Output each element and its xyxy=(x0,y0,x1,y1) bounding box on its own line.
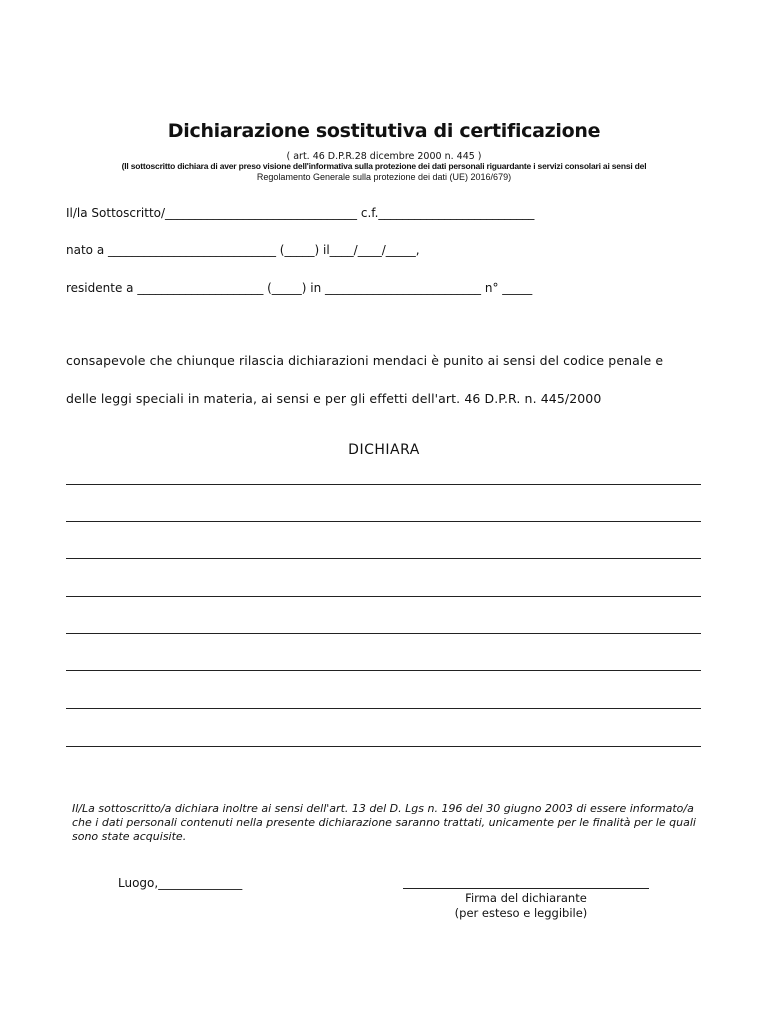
place-field[interactable]: Luogo,______________ xyxy=(118,876,243,890)
privacy-consent-note: Il/La sottoscritto/a dichiara inoltre ai sensi dell'art. 13 del D. Lgs n. 196 del 30 giugno 2003 di essere informato/a che i dati personali contenuti nella presente dichiarazione saranno trattati, unicamente per le finalità per le quali sono state acquisite. xyxy=(72,802,696,843)
signatory-name-field[interactable]: Il/la Sottoscritto/________________________________ c.f.__________________________ xyxy=(66,206,535,220)
birth-place-date-field[interactable]: nato a ____________________________ (_____) il____/____/_____, xyxy=(66,243,420,257)
declaration-heading: DICHIARA xyxy=(348,442,420,458)
document-title: Dichiarazione sostitutiva di certificazione xyxy=(167,120,601,142)
declaration-blank-line[interactable] xyxy=(66,596,701,597)
legal-reference: ( art. 46 D.P.R.28 dicembre 2000 n. 445 ) xyxy=(286,151,482,162)
declaration-blank-line[interactable] xyxy=(66,633,701,634)
signature-instruction: (per esteso e leggibile) xyxy=(454,906,588,920)
declaration-blank-line[interactable] xyxy=(66,708,701,709)
declaration-blank-line[interactable] xyxy=(66,670,701,671)
declaration-blank-line[interactable] xyxy=(66,521,701,522)
statement-line-1: consapevole che chiunque rilascia dichiarazioni mendaci è punito ai sensi del codice penale e xyxy=(66,353,664,368)
privacy-notice-line-1: (Il sottoscritto dichiara di aver preso visione dell'informativa sulla protezione dei dati personali riguardante i servizi consolari ai sensi del xyxy=(121,161,647,171)
signature-label: Firma del dichiarante xyxy=(465,891,587,905)
signature-line[interactable] xyxy=(403,888,649,889)
declaration-blank-line[interactable] xyxy=(66,558,701,559)
declaration-blank-line[interactable] xyxy=(66,746,701,747)
residence-field[interactable]: residente a _____________________ (_____) in __________________________ n° _____ xyxy=(66,281,533,295)
statement-line-2: delle leggi speciali in materia, ai sensi e per gli effetti dell'art. 46 D.P.R. n. 445/2000 xyxy=(66,391,602,406)
declaration-blank-line[interactable] xyxy=(66,484,701,485)
privacy-notice-line-2: Regolamento Generale sulla protezione dei dati (UE) 2016/679) xyxy=(256,172,512,182)
